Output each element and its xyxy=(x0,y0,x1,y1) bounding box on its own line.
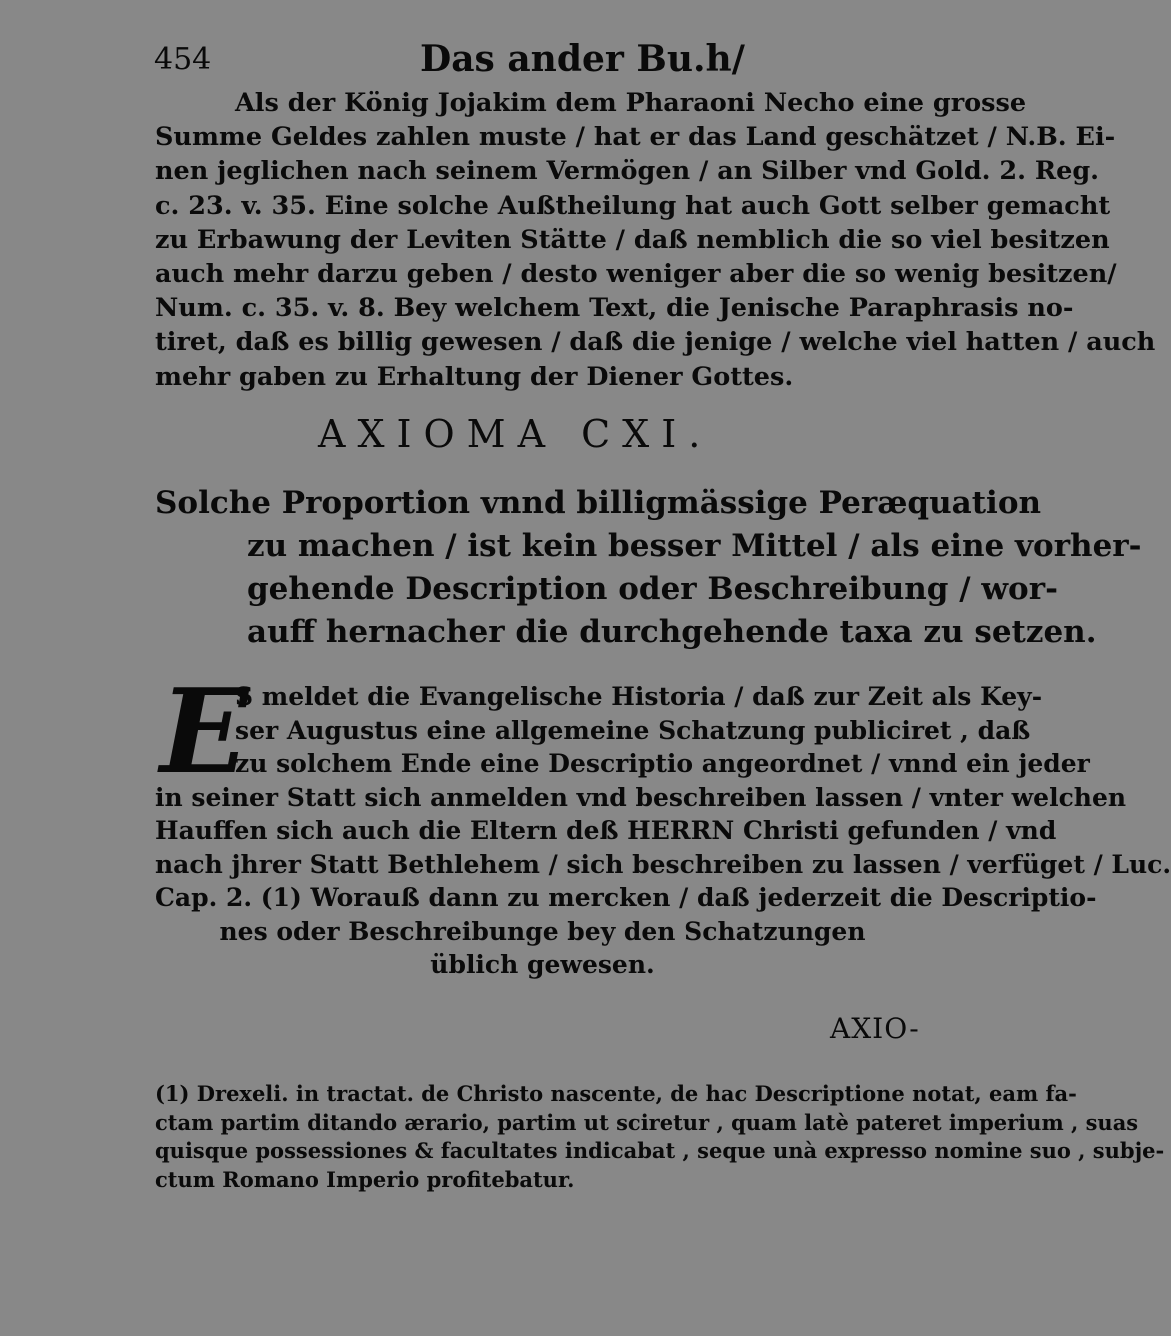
text-line: Cap. 2. (1) Worauß dann zu mercken / daß jederzeit die Descriptio- xyxy=(155,883,1097,912)
text-line: tiret, daß es billig gewesen / daß die jenige / welche viel hatten / auch xyxy=(155,327,1156,358)
footnote-line: ctum Romano Imperio profitebatur. xyxy=(155,1166,575,1192)
text-line: nach jhrer Statt Bethlehem / sich beschreiben zu lassen / verfüget / Luc. xyxy=(155,849,1171,879)
text-line: Hauffen sich auch die Eltern deß HERRN Christi gefunden / vnd xyxy=(155,816,1057,845)
text-line: zu machen / ist kein besser Mittel / als eine vorher- xyxy=(247,528,1142,564)
axiom-statement xyxy=(155,482,1142,654)
text-line: zu solchem Ende eine Descriptio angeordnet / vnnd ein jeder xyxy=(235,749,1090,778)
text-line: ser Augustus eine allgemeine Schatzung publiciret , daß xyxy=(235,715,1031,745)
text-line: Summe Geldes zahlen muste / hat er das Land geschätzet / N.B. Ei- xyxy=(155,122,1116,153)
text-line: mehr gaben zu Erhaltung der Diener Gottes. xyxy=(155,361,794,392)
page-number: 454 xyxy=(154,42,212,77)
footnote-line: quisque possessiones & facultates indicabat , seque unà expresso nomine suo , subje- xyxy=(155,1138,1165,1163)
text-line: c. 23. v. 35. Eine solche Außtheilung hat auch Gott selber gemacht xyxy=(155,190,1111,221)
axiom-heading: AXIOMA CXI. xyxy=(318,412,713,456)
footnote xyxy=(155,1080,1165,1194)
text-line: Als der König Jojakim dem Pharaoni Necho eine grosse xyxy=(235,88,1027,118)
text-line: gehende Description oder Beschreibung / wor- xyxy=(247,571,1058,607)
text-line: auch mehr darzu geben / desto weniger aber die so wenig besitzen/ xyxy=(155,259,1117,290)
footnote-line: (1) Drexeli. in tractat. de Christo nascente, de hac Descriptione notat, eam fa- xyxy=(155,1081,1077,1106)
text-line: nes oder Beschreibunge bey den Schatzungen xyxy=(219,916,866,946)
text-line: in seiner Statt sich anmelden vnd beschreiben lassen / vnter welchen xyxy=(155,782,1127,812)
drop-cap: E xyxy=(160,664,249,800)
text-line: zu Erbawung der Leviten Stätte / daß nemblich die so viel besitzen xyxy=(155,224,1110,255)
text-line: auff hernacher die durchgehende taxa zu setzen. xyxy=(247,614,1097,650)
footnote-line: ctam partim ditando ærario, partim ut sciretur , quam latè pateret imperium , suas xyxy=(155,1109,1139,1135)
text-line: Solche Proportion vnnd billigmässige Peræquation xyxy=(155,485,1042,521)
text-line: üblich gewesen. xyxy=(430,950,655,979)
page-header xyxy=(150,38,930,82)
paragraph-2 xyxy=(155,680,1171,982)
text-line: S meldet die Evangelische Historia / daß zur Zeit als Key- xyxy=(235,682,1043,711)
text-line: nen jeglichen nach seinem Vermögen / an Silber vnd Gold. 2. Reg. xyxy=(155,156,1100,187)
text-line: Num. c. 35. v. 8. Bey welchem Text, die Jenische Paraphrasis no- xyxy=(155,293,1074,324)
running-head: Das ander Bu.h/ xyxy=(420,38,745,80)
catchword: AXIO- xyxy=(830,1012,920,1045)
paragraph-1 xyxy=(155,86,1156,394)
